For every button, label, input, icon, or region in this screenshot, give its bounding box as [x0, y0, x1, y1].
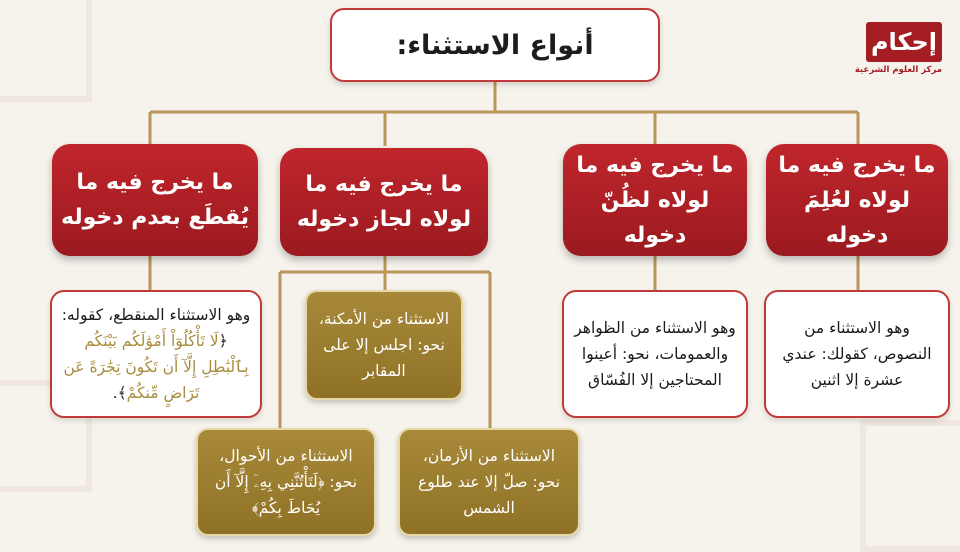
- logo: [854, 22, 942, 92]
- category-presumed-inclusion: [563, 144, 747, 256]
- page-title: [330, 8, 660, 82]
- category-label: ما يخرج فيه ما لولاه لجاز دخوله: [296, 172, 472, 232]
- quran-quote: لَا تَأْكُلُوٓاْ أَمْوَٰلَكُم بَيْنَكُم بِٱلْبَٰطِلِ إِلَّآ أَن تَكُونَ تِجَٰرَةً عَن تَرَاضٍ مِّنكُمْ: [63, 332, 249, 402]
- desc-known-inclusion: [764, 290, 950, 418]
- title-text: أنواع الاستثناء:: [396, 29, 594, 61]
- desc-certain-exclusion: [50, 290, 262, 418]
- desc-intro: وهو الاستثناء المنقطع، كقوله: ﴿: [61, 306, 251, 350]
- sub-places: [305, 290, 463, 400]
- category-label: ما يخرج فيه ما لولاه لظُنّ دخوله: [576, 152, 734, 248]
- sub-text: الاستثناء من الأحوال، نحو: ﴿لَتَأْتُنَّنِي بِهِۦٓ إِلَّآ أَن يُحَاطَ بِكُمْ﴾: [214, 447, 358, 517]
- sub-text: الاستثناء من الأمكنة، نحو: اجلس إلا على المقابر: [318, 310, 450, 380]
- category-label: ما يخرج فيه ما يُقطَع بعدم دخوله: [61, 170, 249, 230]
- logo-mark: إحكام: [866, 22, 942, 62]
- desc-text: [60, 302, 252, 406]
- logo-tagline: مركز العلوم الشرعية: [854, 65, 942, 75]
- desc-text: وهو الاستثناء من النصوص، كقولك: عندي عشرة إلا اثنين: [782, 319, 932, 389]
- category-known-inclusion: [766, 144, 948, 256]
- desc-text: وهو الاستثناء من الظواهر والعمومات، نحو: أعينوا المحتاجين إلا الفُسّاق: [574, 319, 736, 389]
- desc-outro: ﴾.: [112, 384, 127, 402]
- sub-times: [398, 428, 580, 536]
- category-certain-exclusion: [52, 144, 258, 256]
- sub-text: الاستثناء من الأزمان، نحو: صلّ إلا عند طلوع الشمس: [417, 447, 561, 517]
- category-possible-inclusion: [280, 148, 488, 256]
- desc-presumed-inclusion: [562, 290, 748, 418]
- category-label: ما يخرج فيه ما لولاه لعُلِمَ دخوله: [778, 152, 936, 248]
- sub-states: [196, 428, 376, 536]
